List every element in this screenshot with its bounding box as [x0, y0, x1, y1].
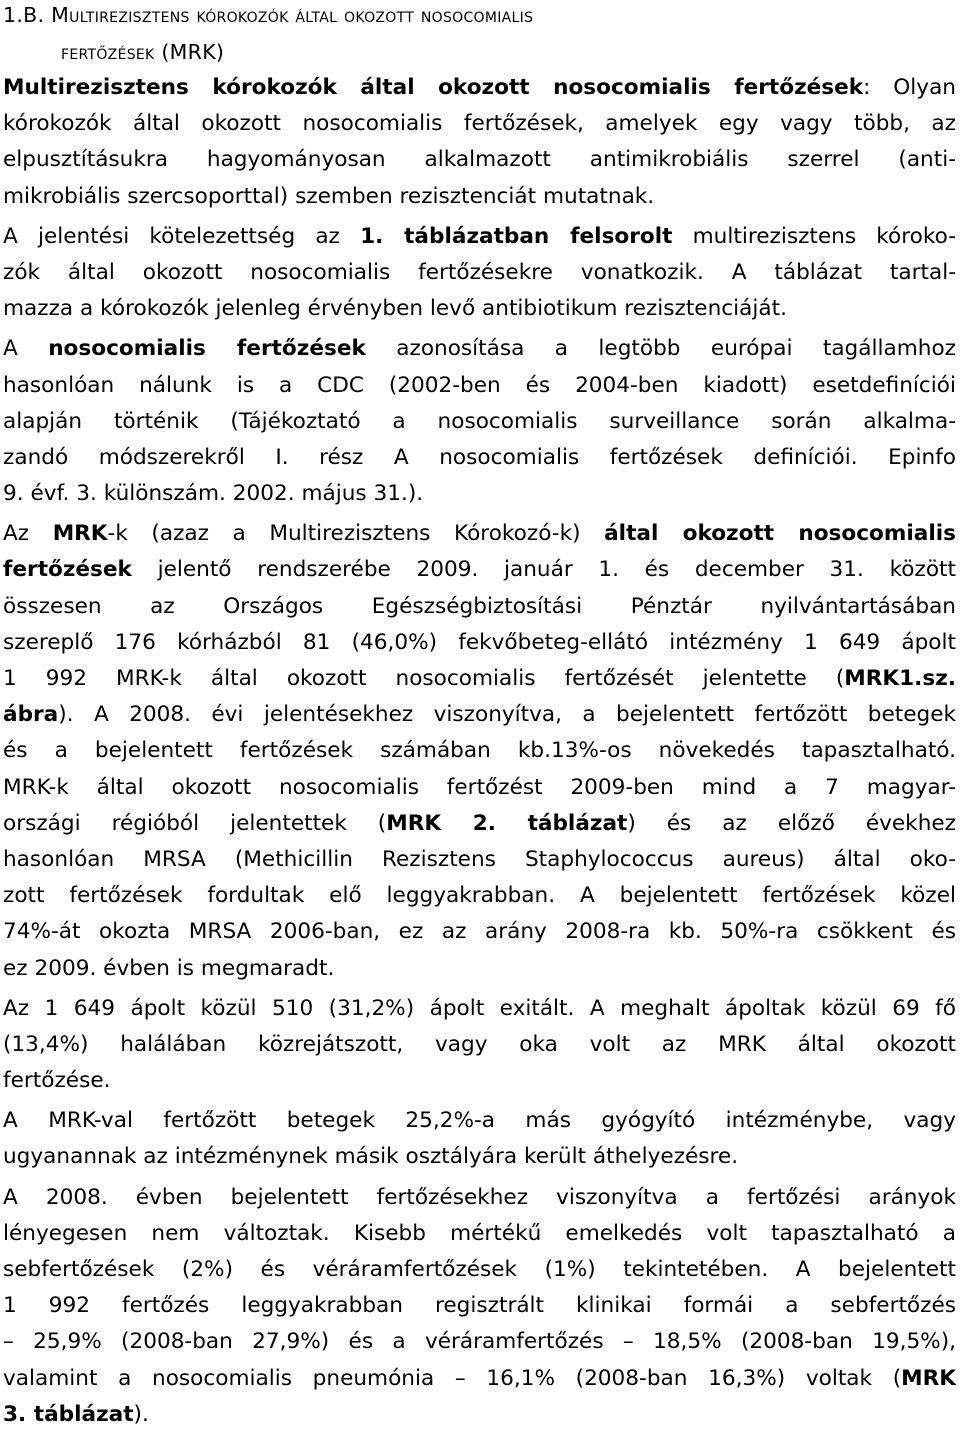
section-number: 1.B.: [3, 3, 45, 27]
text-run: 1 992 MRK-k által okozott nosocomialis fertőzését jelentette (: [3, 666, 845, 691]
text-run: A jelentési kötelezettség az: [3, 223, 361, 249]
paragraph: [3, 1180, 956, 1433]
bold-text: nosocomialis fertőzések: [48, 336, 366, 362]
text-run: A: [3, 336, 49, 362]
section-title-abbr: (MRK): [161, 40, 225, 64]
text-run: – 25,9% (2008-ban 27,9%) és a véráramfertőzés – 18,5% (2008-ban 19,5%),: [3, 1329, 956, 1355]
text-run: összesen az Országos Egészségbiztosítási Pénztár nyilvántartásában: [3, 593, 956, 619]
text-line: [3, 331, 956, 367]
text-run: -k (azaz a Multirezisztens Kórokozó-k): [107, 521, 605, 547]
text-run: jelentő rendszerébe 2009. január 1. és december 31. között: [131, 557, 956, 583]
text-run: multirezisztens kóroko-: [672, 223, 956, 249]
text-line: [3, 733, 956, 769]
paragraph: [3, 219, 956, 328]
bold-text: MRK: [901, 1365, 956, 1391]
section-heading-line-2: [3, 34, 956, 70]
text-line: [3, 1288, 956, 1324]
text-run: hasonlóan MRSA (Methicillin Rezisztens Staphylococcus aureus) által oko-: [3, 846, 956, 872]
text-line: [3, 589, 956, 625]
bold-text: MRK: [52, 521, 108, 547]
text-run: Az 1 649 ápolt közül 510 (31,2%) ápolt exitált. A meghalt ápoltak közül 69 fő: [3, 995, 956, 1021]
text-run: zók által okozott nosocomialis fertőzésekre vonatkozik. A táblázat tartal-: [3, 259, 956, 285]
text-line: [3, 106, 956, 142]
text-line: [3, 914, 956, 950]
text-line: [3, 1216, 956, 1252]
bold-text: fertőzések: [3, 557, 132, 583]
bold-text: MRK1.sz.: [844, 666, 956, 691]
paragraph: [3, 331, 956, 512]
paragraph: [3, 516, 956, 986]
text-run: valamint a nosocomialis pneumónia – 16,1% (2008-ban 16,3%) voltak (: [3, 1365, 902, 1391]
text-line: [3, 142, 956, 178]
text-line: [3, 255, 956, 291]
bold-text: MRK 2. táblázat: [386, 810, 628, 836]
text-run: szereplő 176 kórházból 81 (46,0%) fekvőbeteg-ellátó intézmény 1 649 ápolt: [3, 629, 956, 655]
text-run: zott fertőzések fordultak elő leggyakrabban. A bejelentett fertőzések közel: [3, 883, 956, 909]
text-line: [3, 1180, 956, 1216]
text-line: [3, 770, 956, 806]
text-run: ). A 2008. évi jelentésekhez viszonyítva, a bejelentett fertőzött betegek: [58, 702, 956, 728]
text-run: Az: [3, 521, 53, 547]
text-line: [3, 368, 956, 404]
text-run: ugyanannak az intézménynek másik osztályára került áthelyezésre.: [3, 1144, 739, 1170]
text-line: [3, 842, 956, 878]
bold-text: 3. táblázat: [3, 1401, 134, 1427]
text-run: elpusztításukra hagyományosan alkalmazott antimikrobiális szerrel (anti-: [3, 147, 956, 173]
text-run: fertőzése.: [3, 1068, 111, 1094]
text-run: mazza a kórokozók jelenleg érvényben levő antibiotikum rezisztenciáját.: [3, 296, 787, 322]
paragraph: [3, 1103, 956, 1175]
text-run: 1 992 fertőzés leggyakrabban regisztrált klinikai formái a sebfertőzés: [3, 1293, 956, 1319]
text-run: zandó módszerekről I. rész A nosocomialis fertőzések definíciói. Epinfo: [3, 444, 956, 470]
text-run: mikrobiális szercsoporttal) szemben rezisztenciát mutatnak.: [3, 183, 655, 209]
text-run: lényegesen nem változtak. Kisebb mértékű emelkedés volt tapasztalható a: [3, 1220, 956, 1246]
paragraph: [3, 70, 956, 215]
text-run: A MRK-val fertőzött betegek 25,2%-a más gyógyító intézménybe, vagy: [3, 1108, 956, 1134]
text-line: [3, 1397, 956, 1433]
text-line: [3, 552, 956, 588]
text-line: [3, 697, 956, 733]
text-run: ) és az előző évekhez: [627, 810, 956, 836]
text-run: 9. évf. 3. különszám. 2002. május 31.).: [3, 481, 424, 507]
text-line: [3, 1252, 956, 1288]
section-title-line-1: Multirezisztens kórokozók által okozott nosocomialis: [51, 3, 534, 27]
bold-text: Multirezisztens kórokozók által okozott nosocomialis fertőzések: [3, 75, 864, 100]
section-heading-line-1: [3, 0, 956, 34]
text-run: ).: [133, 1401, 149, 1427]
text-run: (13,4%) halálában közrejátszott, vagy oka volt az MRK által okozott: [3, 1031, 956, 1057]
text-line: [3, 951, 956, 987]
paragraph: [3, 991, 956, 1100]
bold-text: által okozott nosocomialis: [604, 521, 956, 547]
text-line: [3, 878, 956, 914]
text-run: : Olyan: [863, 75, 956, 100]
text-run: MRK-k által okozott nosocomialis fertőzést 2009-ben mind a 7 magyar-: [3, 774, 956, 800]
text-line: [3, 516, 956, 552]
text-line: [3, 291, 956, 327]
text-line: [3, 1361, 956, 1397]
text-line: [3, 404, 956, 440]
text-line: [3, 661, 956, 697]
text-run: hasonlóan nálunk is a CDC (2002-ben és 2004-ben kiadott) esetdefiníciói: [3, 372, 956, 398]
text-line: [3, 70, 956, 106]
text-run: kórokozók által okozott nosocomialis fertőzések, amelyek egy vagy több, az: [3, 111, 956, 137]
text-run: azonosítása a legtöbb európai tagállamhoz: [365, 336, 956, 362]
text-line: [3, 1063, 956, 1099]
section-title-line-2: fertőzések: [61, 40, 155, 64]
text-run: országi régióból jelentettek (: [3, 810, 387, 836]
text-line: [3, 1324, 956, 1360]
text-run: ez 2009. évben is megmaradt.: [3, 955, 335, 981]
text-line: [3, 1027, 956, 1063]
text-line: [3, 476, 956, 512]
text-run: A 2008. évben bejelentett fertőzésekhez viszonyítva a fertőzési arányok: [3, 1184, 956, 1210]
text-run: sebfertőzések (2%) és véráramfertőzések (1%) tekintetében. A bejelentett: [3, 1257, 956, 1282]
text-line: [3, 991, 956, 1027]
body-text: [3, 70, 956, 1433]
text-run: és a bejelentett fertőzések számában kb.13%-os növekedés tapasztalható.: [3, 738, 956, 764]
text-run: alapján történik (Tájékoztató a nosocomialis surveillance során alkalma-: [3, 408, 956, 434]
bold-text: ábra: [3, 702, 59, 728]
text-line: [3, 219, 956, 255]
text-line: [3, 440, 956, 476]
text-line: [3, 806, 956, 842]
text-run: 74%-át okozta MRSA 2006-ban, ez az arány 2008-ra kb. 50%-ra csökkent és: [3, 919, 956, 945]
text-line: [3, 1103, 956, 1139]
text-line: [3, 179, 956, 215]
text-line: [3, 625, 956, 661]
bold-text: 1. táblázatban felsorolt: [360, 223, 673, 249]
text-line: [3, 1139, 956, 1175]
